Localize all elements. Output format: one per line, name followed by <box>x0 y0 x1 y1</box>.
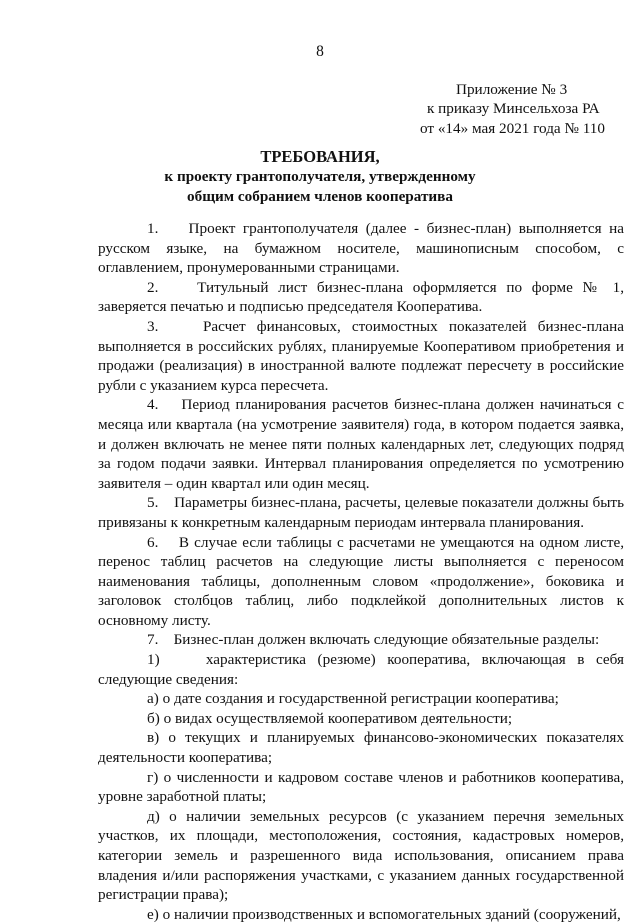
page-number: 8 <box>316 43 324 60</box>
list-item: д) о наличии земельных ресурсов (с указанием перечня земельных участков, их площади, местоположения, состояния, кадастровых номеров, категории земель и разрешенного вида использования, описанием права владения и/или распоряжения участками, с указанием данных государственной регистрации права); <box>98 807 624 904</box>
paragraph: 2. Титульный лист бизнес-плана оформляется по форме № 1, заверяется печатью и подписью председателя Кооператива. <box>98 278 624 316</box>
list-item: б) о видах осуществляемой кооперативом деятельности; <box>147 709 513 727</box>
document-body <box>98 219 624 924</box>
paragraph: 1. Проект грантополучателя (далее - бизнес-план) выполняется на русском языке, на бумажном носителе, машинописным способом, с оглавлением, пронумерованными страницами. <box>98 220 624 277</box>
paragraph: 6. В случае если таблицы с расчетами не умещаются на одном листе, перенос таблиц расчетов на следующие листы выполняется с переносом наименования таблицы, дополненным словом «продолжение», боковика и заголовок столбцов таблиц, либо подклейкой дополнительных листов к основному листу. <box>98 533 624 629</box>
list-item: а) о дате создания и государственной регистрации кооператива; <box>147 690 559 708</box>
paragraph: 1) характеристика (резюме) кооператива, включающая в себя следующие сведения: <box>98 651 624 688</box>
paragraph: 3. Расчет финансовых, стоимостных показателей бизнес-плана выполняется в российских рублях, планируемые Кооперативом приобретения и продажи (реализация) в иностранной валюте подлежат пересчету в российские рубли с указанием курса пересчета. <box>98 317 624 394</box>
heading-subtitle: общим собранием членов кооператива <box>187 187 453 205</box>
appendix-line: от «14» мая 2021 года № 110 <box>420 119 605 137</box>
heading-subtitle: к проекту грантополучателя, утвержденному <box>164 168 476 185</box>
heading-title: ТРЕБОВАНИЯ, <box>260 147 380 166</box>
appendix-header <box>420 80 620 138</box>
appendix-line: к приказу Минсельхоза РА <box>427 100 600 118</box>
appendix-line: Приложение № 3 <box>456 81 568 98</box>
list-item: е) о наличии производственных и вспомогательных зданий (сооружений, <box>147 905 621 923</box>
list-item: г) о численности и кадровом составе членов и работников кооператива, уровне заработной платы; <box>98 768 624 806</box>
paragraph: 4. Период планирования расчетов бизнес-плана должен начинаться с месяца или квартала (на усмотрение заявителя) года, в котором подается заявка, и должен включать не менее пяти полных календарных лет, следующих подряд за годом подачи заявки. Интервал планирования определяется по усмотрению заявителя – один квартал или один месяц. <box>98 396 624 492</box>
paragraph: 5. Параметры бизнес-плана, расчеты, целевые показатели должны быть привязаны к конкретным календарным периодам интервала планирования. <box>98 494 624 531</box>
paragraph: 7. Бизнес-план должен включать следующие обязательные разделы: <box>147 631 600 649</box>
list-item: в) о текущих и планируемых финансово-экономических показателях деятельности кооператива; <box>98 729 624 767</box>
document-heading <box>0 146 640 206</box>
